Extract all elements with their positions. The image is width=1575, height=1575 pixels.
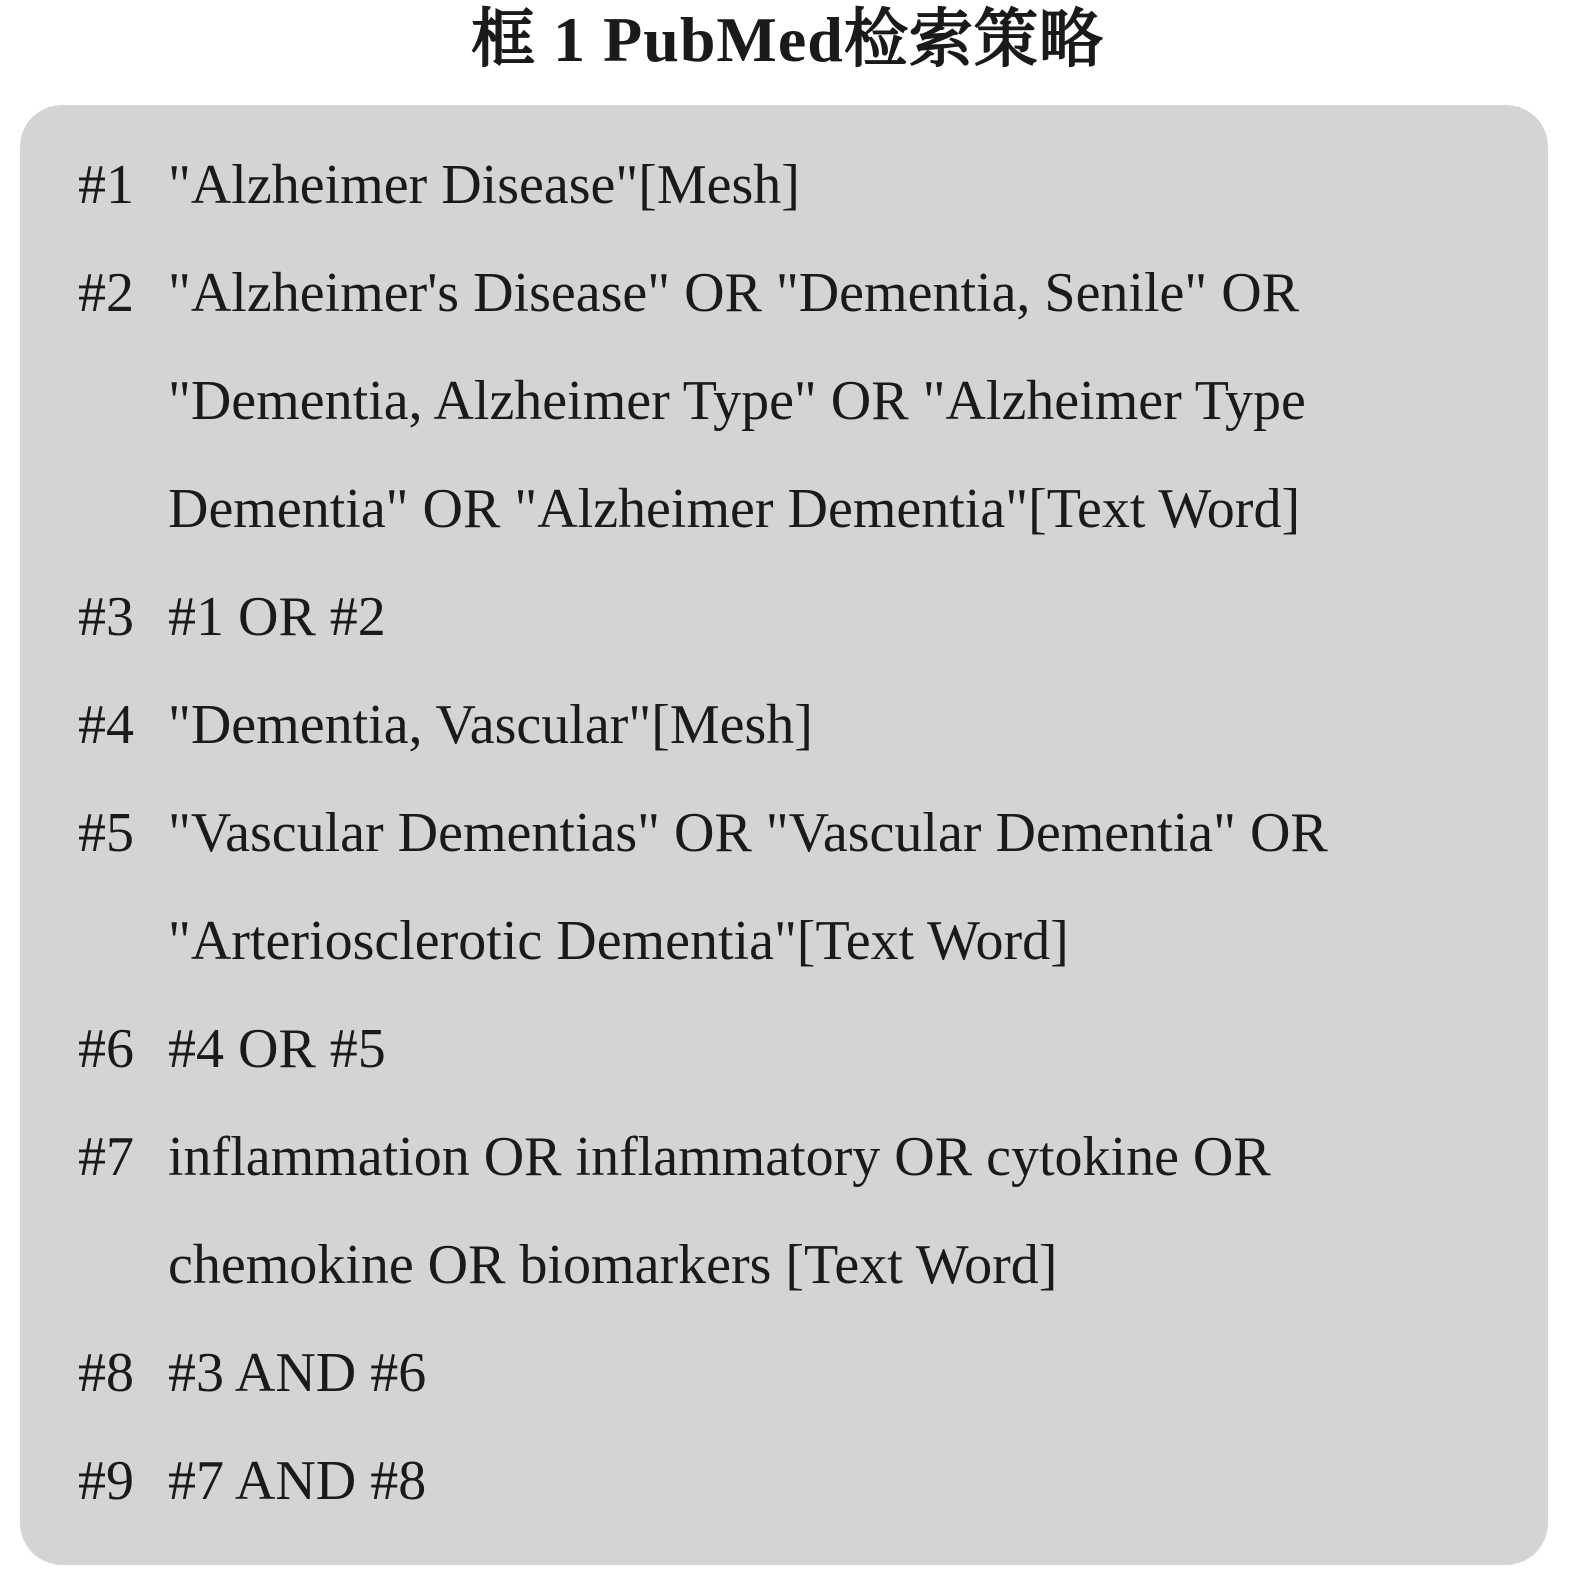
box-title: 框 1 PubMed检索策略 xyxy=(471,4,1104,75)
line-number: #4 xyxy=(78,694,134,756)
line-text: "Alzheimer Disease"[Mesh] xyxy=(168,154,800,216)
line-number: #1 xyxy=(78,154,134,216)
line-number: #7 xyxy=(78,1126,134,1188)
line-number: #6 xyxy=(78,1018,134,1080)
line-number: #5 xyxy=(78,802,134,864)
line-text: "Dementia, Vascular"[Mesh] xyxy=(168,694,813,756)
line-text: "Vascular Dementias" OR "Vascular Dementia" OR xyxy=(168,802,1328,864)
line-text: #7 AND #8 xyxy=(168,1450,427,1512)
search-strategy-box xyxy=(20,105,1548,1565)
line-number: #3 xyxy=(78,586,134,648)
line-text: chemokine OR biomarkers [Text Word] xyxy=(168,1234,1058,1296)
line-text: #4 OR #5 xyxy=(168,1018,386,1080)
line-number: #2 xyxy=(78,262,134,324)
line-text: "Arteriosclerotic Dementia"[Text Word] xyxy=(168,910,1069,972)
line-text: Dementia" OR "Alzheimer Dementia"[Text Word] xyxy=(168,478,1301,540)
line-text: "Dementia, Alzheimer Type" OR "Alzheimer Type xyxy=(168,370,1306,432)
line-text: #1 OR #2 xyxy=(168,586,386,648)
line-text: #3 AND #6 xyxy=(168,1342,427,1404)
line-number: #8 xyxy=(78,1342,134,1404)
line-text: inflammation OR inflammatory OR cytokine OR xyxy=(168,1126,1271,1188)
line-number: #9 xyxy=(78,1450,134,1512)
line-text: "Alzheimer's Disease" OR "Dementia, Senile" OR xyxy=(168,262,1300,324)
